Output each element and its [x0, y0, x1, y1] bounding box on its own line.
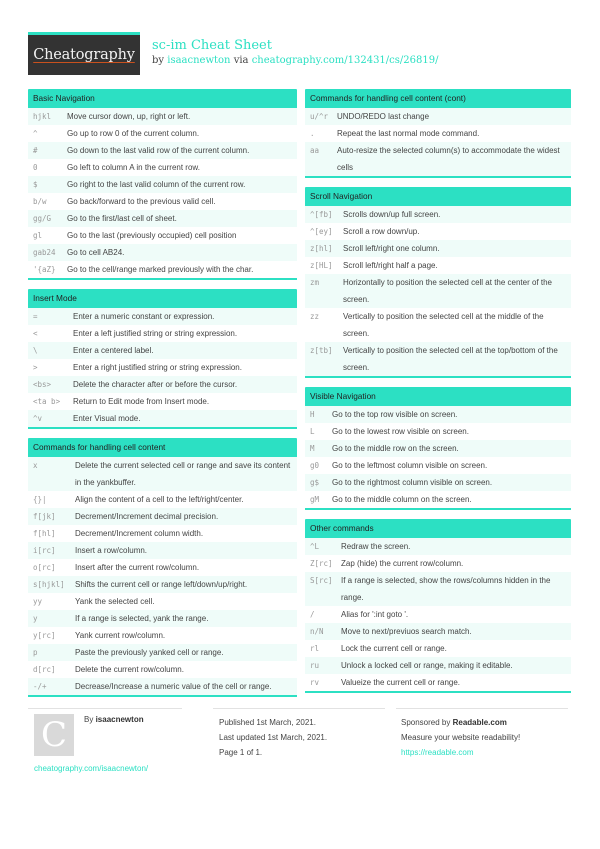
sponsor-name[interactable]: Readable.com	[452, 718, 507, 727]
key-cell: o[rc]	[33, 563, 56, 572]
key-cell: <ta b>	[33, 397, 61, 406]
desc-cell: UNDO/REDO last change	[337, 112, 430, 121]
desc-cell: Yank the selected cell.	[75, 597, 155, 606]
desc-cell: Go up to row 0 of the current column.	[67, 129, 200, 138]
table-row	[305, 606, 571, 623]
desc-cell: Lock the current cell or range.	[341, 644, 447, 653]
key-cell: rv	[310, 678, 320, 687]
table-row	[305, 423, 571, 440]
footer-sponsor	[401, 715, 520, 760]
key-cell: z[HL]	[310, 261, 333, 270]
key-cell: f[hl]	[33, 529, 56, 538]
section-title: Visible Navigation	[305, 387, 571, 406]
key-cell: {}|	[33, 495, 47, 504]
sponsor-tagline: Measure your website readability!	[401, 733, 521, 742]
section-title: Insert Mode	[28, 289, 297, 308]
desc-cell: Enter a centered label.	[73, 346, 154, 355]
key-cell: p	[33, 648, 38, 657]
section-title: Commands for handling cell content (cont)	[305, 89, 571, 108]
footer-author	[84, 715, 144, 724]
key-cell: x	[33, 461, 38, 470]
byline	[152, 54, 438, 68]
table-row	[28, 576, 297, 593]
key-cell: n/N	[310, 627, 324, 636]
section-cell-content-cont	[305, 89, 571, 178]
section-title: Scroll Navigation	[305, 187, 571, 206]
desc-cell: Go right to the last valid column of the current row.	[67, 180, 246, 189]
section-visible-navigation	[305, 387, 571, 510]
key-cell: z[tb]	[310, 346, 333, 355]
table-row	[28, 559, 297, 576]
table-row	[28, 193, 297, 210]
key-cell: g$	[310, 478, 320, 487]
desc-cell: Vertically to position the selected cell at the top/bottom of the screen.	[343, 346, 558, 372]
key-cell: d[rc]	[33, 665, 56, 674]
desc-cell: Go to the lowest row visible on screen.	[332, 427, 469, 436]
key-cell: '{aZ}	[33, 265, 56, 274]
table-row	[305, 108, 571, 125]
table-row	[28, 308, 297, 325]
key-cell: gM	[310, 495, 320, 504]
table-row	[28, 359, 297, 376]
desc-cell: Alias for ':int goto '.	[341, 610, 409, 619]
desc-cell: Move to next/previuos search match.	[341, 627, 472, 636]
desc-cell: Paste the previously yanked cell or range.	[75, 648, 224, 657]
table-row	[305, 657, 571, 674]
table-row	[305, 257, 571, 274]
key-cell: f[jk]	[33, 512, 56, 521]
desc-cell: Enter a right justified string or string expression.	[73, 363, 242, 372]
table-row	[305, 491, 571, 508]
key-cell: gab24	[33, 248, 56, 257]
section-title: Basic Navigation	[28, 89, 297, 108]
table-row	[28, 210, 297, 227]
title-block	[152, 38, 438, 68]
table-row	[28, 678, 297, 695]
desc-cell: Insert a row/column.	[75, 546, 148, 555]
section-other-commands	[305, 519, 571, 693]
right-column	[305, 89, 571, 702]
by-prefix: by	[152, 55, 165, 66]
table-row	[305, 274, 571, 308]
key-cell: s[hjkl]	[33, 580, 65, 589]
desc-cell: If a range is selected, yank the range.	[75, 614, 209, 623]
footer-divider	[28, 708, 182, 709]
table-row	[28, 261, 297, 278]
key-cell: .	[310, 129, 315, 138]
section-title: Commands for handling cell content	[28, 438, 297, 457]
avatar-letter: C	[40, 715, 67, 755]
key-cell: zz	[310, 312, 320, 321]
key-cell: ^[ey]	[310, 227, 333, 236]
footer-author-name[interactable]: isaacnewton	[95, 715, 144, 724]
table-row	[305, 538, 571, 555]
key-cell: <bs>	[33, 380, 52, 389]
footer-divider	[213, 708, 385, 709]
table-row	[28, 393, 297, 410]
sheet-url-link[interactable]: cheatography.com/132431/cs/26819/	[251, 55, 439, 66]
key-cell: #	[33, 146, 38, 155]
table-row	[28, 508, 297, 525]
table-row	[28, 610, 297, 627]
left-column	[28, 89, 297, 706]
logo-text: Cheatography	[33, 47, 135, 63]
key-cell: u/^r	[310, 112, 329, 121]
updated-date: Last updated 1st March, 2021.	[219, 733, 328, 742]
key-cell: aa	[310, 146, 320, 155]
sponsor-url-link[interactable]: https://readable.com	[401, 748, 474, 757]
table-row	[28, 159, 297, 176]
table-row	[28, 542, 297, 559]
table-row	[305, 142, 571, 176]
table-row	[28, 227, 297, 244]
desc-cell: Go to the middle column on the screen.	[332, 495, 472, 504]
table-row	[305, 623, 571, 640]
key-cell: b/w	[33, 197, 47, 206]
key-cell: <	[33, 329, 38, 338]
sponsor-line	[401, 715, 520, 730]
section-title: Other commands	[305, 519, 571, 538]
desc-cell: Scrolls down/up full screen.	[343, 210, 441, 219]
desc-cell: Decrease/Increase a numeric value of the cell or range.	[75, 682, 272, 691]
desc-cell: Go to cell AB24.	[67, 248, 125, 257]
desc-cell: Go back/forward to the previous valid cell.	[67, 197, 216, 206]
desc-cell: Vertically to position the selected cell at the middle of the screen.	[343, 312, 544, 338]
key-cell: 0	[33, 163, 38, 172]
table-row	[305, 308, 571, 342]
desc-cell: If a range is selected, show the rows/columns hidden in the range.	[341, 576, 551, 602]
table-row	[28, 176, 297, 193]
author-profile-link[interactable]: cheatography.com/isaacnewton/	[34, 764, 149, 773]
table-row	[305, 406, 571, 423]
via-text: via	[233, 55, 249, 66]
key-cell: i[rc]	[33, 546, 56, 555]
table-row	[305, 342, 571, 376]
author-link[interactable]: isaacnewton	[167, 55, 231, 66]
table-row	[305, 572, 571, 606]
desc-cell: Decrement/Increment column width.	[75, 529, 204, 538]
key-cell: zm	[310, 278, 320, 287]
key-cell: y[rc]	[33, 631, 56, 640]
table-row	[28, 142, 297, 159]
key-cell: =	[33, 312, 38, 321]
table-row	[305, 555, 571, 572]
table-row	[28, 457, 297, 491]
key-cell: \	[33, 346, 38, 355]
key-cell: ru	[310, 661, 320, 670]
key-cell: /	[310, 610, 315, 619]
desc-cell: Shifts the current cell or range left/down/up/right.	[75, 580, 248, 589]
table-row	[28, 627, 297, 644]
desc-cell: Go to the rightmost column visible on screen.	[332, 478, 493, 487]
key-cell: hjkl	[33, 112, 52, 121]
sponsored-prefix: Sponsored by	[401, 718, 451, 727]
key-cell: z[hl]	[310, 244, 333, 253]
key-cell: y	[33, 614, 38, 623]
key-cell: gg/G	[33, 214, 52, 223]
desc-cell: Delete the current row/column.	[75, 665, 184, 674]
key-cell: gl	[33, 231, 43, 240]
desc-cell: Go left to column A in the current row.	[67, 163, 200, 172]
desc-cell: Align the content of a cell to the left/right/center.	[75, 495, 244, 504]
desc-cell: Yank current row/column.	[75, 631, 166, 640]
desc-cell: Enter Visual mode.	[73, 414, 141, 423]
desc-cell: Enter a left justified string or string expression.	[73, 329, 238, 338]
key-cell: S[rc]	[310, 576, 333, 585]
footer-meta	[219, 715, 327, 760]
by-prefix: By	[84, 715, 94, 724]
table-row	[28, 325, 297, 342]
desc-cell: Redraw the screen.	[341, 542, 411, 551]
desc-cell: Scroll left/right one column.	[343, 244, 440, 253]
key-cell: rl	[310, 644, 320, 653]
desc-cell: Enter a numeric constant or expression.	[73, 312, 215, 321]
cheatography-logo[interactable]	[28, 32, 140, 75]
table-row	[305, 474, 571, 491]
key-cell: ^v	[33, 414, 43, 423]
key-cell: g0	[310, 461, 320, 470]
key-cell: L	[310, 427, 315, 436]
table-row	[305, 223, 571, 240]
desc-cell: Repeat the last normal mode command.	[337, 129, 480, 138]
table-row	[28, 410, 297, 427]
desc-cell: Go to the top row visible on screen.	[332, 410, 458, 419]
key-cell: H	[310, 410, 315, 419]
key-cell: Z[rc]	[310, 559, 333, 568]
footer-divider	[396, 708, 568, 709]
section-insert-mode	[28, 289, 297, 429]
table-row	[305, 206, 571, 223]
section-basic-navigation	[28, 89, 297, 280]
page-title: sc-im Cheat Sheet	[152, 38, 272, 53]
desc-cell: Scroll a row down/up.	[343, 227, 420, 236]
table-row	[28, 525, 297, 542]
table-row	[28, 342, 297, 359]
desc-cell: Go to the cell/range marked previously with the char.	[67, 265, 254, 274]
table-row	[305, 440, 571, 457]
table-row	[28, 491, 297, 508]
key-cell: >	[33, 363, 38, 372]
desc-cell: Go to the leftmost column visible on screen.	[332, 461, 488, 470]
key-cell: ^[fb]	[310, 210, 333, 219]
desc-cell: Go to the last (previously occupied) cell position	[67, 231, 237, 240]
key-cell: $	[33, 180, 38, 189]
key-cell: M	[310, 444, 315, 453]
desc-cell: Return to Edit mode from Insert mode.	[73, 397, 210, 406]
desc-cell: Delete the current selected cell or range and save its content in the yankbuffer.	[75, 461, 291, 487]
table-row	[28, 244, 297, 261]
table-row	[305, 457, 571, 474]
desc-cell: Horizontally to position the selected cell at the center of the screen.	[343, 278, 553, 304]
table-row	[28, 661, 297, 678]
table-row	[28, 125, 297, 142]
key-cell: ^	[33, 129, 38, 138]
key-cell: yy	[33, 597, 43, 606]
desc-cell: Go down to the last valid row of the current column.	[67, 146, 250, 155]
table-row	[28, 644, 297, 661]
table-row	[305, 125, 571, 142]
section-scroll-navigation	[305, 187, 571, 378]
table-row	[28, 593, 297, 610]
desc-cell: Move cursor down, up, right or left.	[67, 112, 191, 121]
table-row	[305, 240, 571, 257]
published-date: Published 1st March, 2021.	[219, 718, 316, 727]
key-cell: ^L	[310, 542, 320, 551]
desc-cell: Insert after the current row/column.	[75, 563, 200, 572]
table-row	[305, 674, 571, 691]
desc-cell: Go to the first/last cell of sheet.	[67, 214, 177, 223]
desc-cell: Decrement/Increment decimal precision.	[75, 512, 219, 521]
page-count: Page 1 of 1.	[219, 748, 263, 757]
key-cell: -/+	[33, 682, 47, 691]
desc-cell: Delete the character after or before the cursor.	[73, 380, 238, 389]
table-row	[28, 108, 297, 125]
section-cell-content	[28, 438, 297, 697]
table-row	[28, 376, 297, 393]
desc-cell: Valueize the current cell or range.	[341, 678, 461, 687]
desc-cell: Zap (hide) the current row/column.	[341, 559, 464, 568]
table-row	[305, 640, 571, 657]
desc-cell: Scroll left/right half a page.	[343, 261, 438, 270]
author-avatar[interactable]	[34, 714, 74, 756]
desc-cell: Auto-resize the selected column(s) to accommodate the widest cells	[337, 146, 560, 172]
desc-cell: Unlock a locked cell or range, making it editable.	[341, 661, 513, 670]
desc-cell: Go to the middle row on the screen.	[332, 444, 459, 453]
